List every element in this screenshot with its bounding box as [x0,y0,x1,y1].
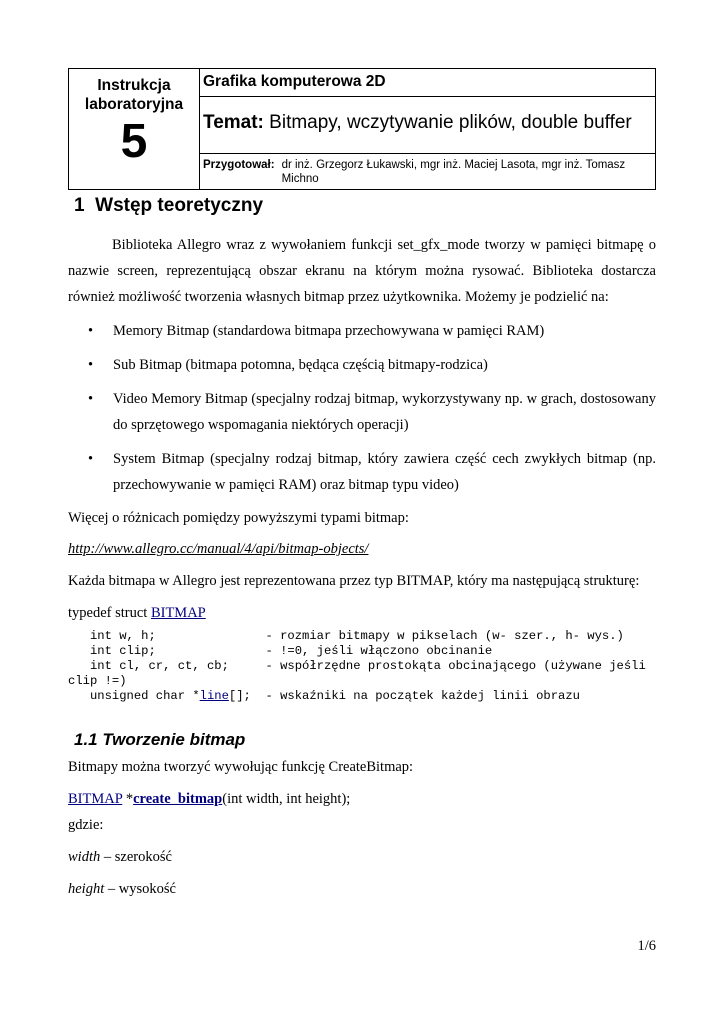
instruction-label [69,76,199,114]
bitmap-objects-link[interactable]: http://www.allegro.cc/manual/4/api/bitmap-objects/ [68,541,369,557]
intro-paragraph: Biblioteka Allegro wraz z wywołaniem funkcji set_gfx_mode tworzy w pamięci bitmapę o nazwie screen, reprezentującą obszar ekranu na którym można rysować. Biblioteka dostarcza również możliwość tworzenia własnych bitmap przez użytkownika. Możemy je podzielić na: [68,237,656,305]
section-title: Wstęp teoretyczny [95,195,264,216]
code-prefix: unsigned char * [68,689,200,703]
list-item [68,446,656,498]
course-title: Grafika komputerowa 2D [200,69,656,97]
list-item-text: Memory Bitmap (standardowa bitmapa przechowywana w pamięci RAM) [113,323,545,339]
struct-code-block [68,629,668,704]
section-number: 1 [74,195,85,216]
list-item-text: System Bitmap (specjalny rodzaj bitmap, który zawiera część cech zwykłych bitmap (np. przechowywanie w pamięci RAM) oraz bitmap typu video) [113,451,656,493]
struct-intro-text: Każda bitmapa w Allegro jest reprezentowana przez typ BITMAP, który ma następującą strukturę: [68,573,640,589]
code-line: clip !=) [68,674,127,688]
topic-text: Bitmapy, wczytywanie plików, double buffer [269,112,632,133]
topic-cell [200,97,656,154]
code-line [68,689,668,704]
prepared-label: Przygotował: [203,159,275,171]
code-suffix: []; - wskaźniki na początek każdej linii obrazu [228,689,580,703]
bullet-icon: • [88,323,94,339]
instruction-number: 5 [120,115,148,168]
subsection-number: 1.1 [74,730,98,749]
prepared-cell [200,154,656,190]
line-field-link[interactable]: line [199,689,229,703]
list-item [68,318,656,344]
page-number: 1/6 [637,938,656,954]
more-info-text: Więcej o różnicach pomiędzy powyższymi typami bitmap: [68,510,409,526]
instruction-line-1: Instrukcja [97,77,171,94]
section-heading [74,195,263,217]
param-width [68,844,656,870]
code-line: int clip; - !=0, jeśli włączono obcinanie [68,644,493,658]
bitmap-return-type-link[interactable]: BITMAP [68,791,123,807]
bitmap-type-link[interactable]: BITMAP [150,605,206,621]
bullet-icon: • [88,357,94,373]
create-bitmap-link[interactable]: create_bitmap [133,791,223,807]
list-item-text: Video Memory Bitmap (specjalny rodzaj bitmap, wykorzystywany np. w grach, dostosowany do sprzętowego wspomagania niektórych operacji) [113,391,656,433]
list-item-text: Sub Bitmap (bitmapa potomna, będąca częścią bitmapy-rodzica) [113,357,488,373]
instruction-line-2: laboratoryjna [84,96,184,113]
function-signature [68,786,656,812]
bullet-icon: • [88,451,94,467]
param-height-name: height [68,881,105,897]
param-width-desc: – szerokość [100,849,172,865]
signature-star: * [122,791,134,807]
param-height [68,876,656,902]
signature-args: (int width, int height); [222,791,351,807]
code-line: int cl, cr, ct, cb; - współrzędne prostokąta obcinającego (używane jeśli [68,659,646,673]
bitmap-types-list [68,318,656,506]
header-table [68,68,656,190]
typedef-prefix: typedef struct [68,605,151,621]
list-item [68,352,656,378]
create-intro-text: Bitmapy można tworzyć wywołując funkcję CreateBitmap: [68,759,414,775]
list-item [68,386,656,438]
prepared-authors: dr inż. Grzegorz Łukawski, mgr inż. Maciej Lasota, mgr inż. Tomasz Michno [281,159,626,185]
instruction-cell [69,69,200,190]
param-height-desc: – wysokość [104,881,176,897]
topic-label: Temat: [203,112,264,133]
typedef-line [68,600,656,626]
where-label: gdzie: [68,817,104,833]
url-paragraph [68,536,656,562]
subsection-title: Tworzenie bitmap [102,730,246,749]
subsection-heading [74,730,245,750]
code-line: int w, h; - rozmiar bitmapy w pikselach (w- szer., h- wys.) [68,629,624,643]
param-width-name: width [68,849,101,865]
bullet-icon: • [88,391,94,407]
